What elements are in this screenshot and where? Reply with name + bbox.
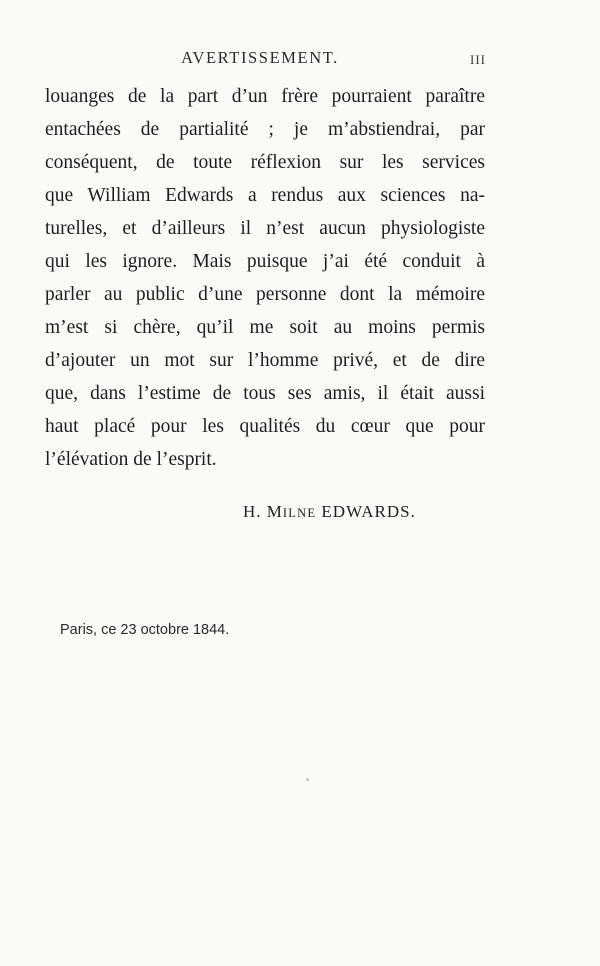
text-line: conséquent, de toute réflexion sur les services	[45, 152, 485, 173]
dateline: Paris, ce 23 octobre 1844.	[60, 622, 230, 638]
body-paragraph	[45, 80, 485, 476]
text-line: que William Edwards a rendus aux sciences na-	[45, 185, 485, 206]
text-line: haut placé pour les qualités du cœur que pour	[45, 416, 485, 437]
signature-surname: EDWARDS.	[316, 502, 416, 521]
text-line: que, dans l’estime de tous ses amis, il était aussi	[45, 383, 485, 404]
text-line: entachées de partialité ; je m’abstiendrai, par	[45, 119, 485, 140]
paper-speck	[306, 778, 309, 781]
text-line: d’ajouter un mot sur l’homme privé, et de dire	[45, 350, 485, 371]
page-number: III	[470, 52, 486, 67]
signature	[243, 502, 416, 522]
running-title: AVERTISSEMENT.	[181, 48, 339, 67]
signature-initial: H. M	[243, 502, 283, 521]
text-line: m’est si chère, qu’il me soit au moins permis	[45, 317, 485, 338]
signature-small-caps: ILNE	[282, 506, 317, 520]
text-line: turelles, et d’ailleurs il n’est aucun physiologiste	[45, 218, 485, 239]
text-line: l’élévation de l’esprit.	[45, 449, 217, 470]
text-line: louanges de la part d’un frère pourraient paraître	[45, 86, 485, 107]
running-head	[0, 48, 600, 72]
text-line: qui les ignore. Mais puisque j’ai été conduit à	[45, 251, 485, 272]
text-line: parler au public d’une personne dont la mémoire	[45, 284, 485, 305]
